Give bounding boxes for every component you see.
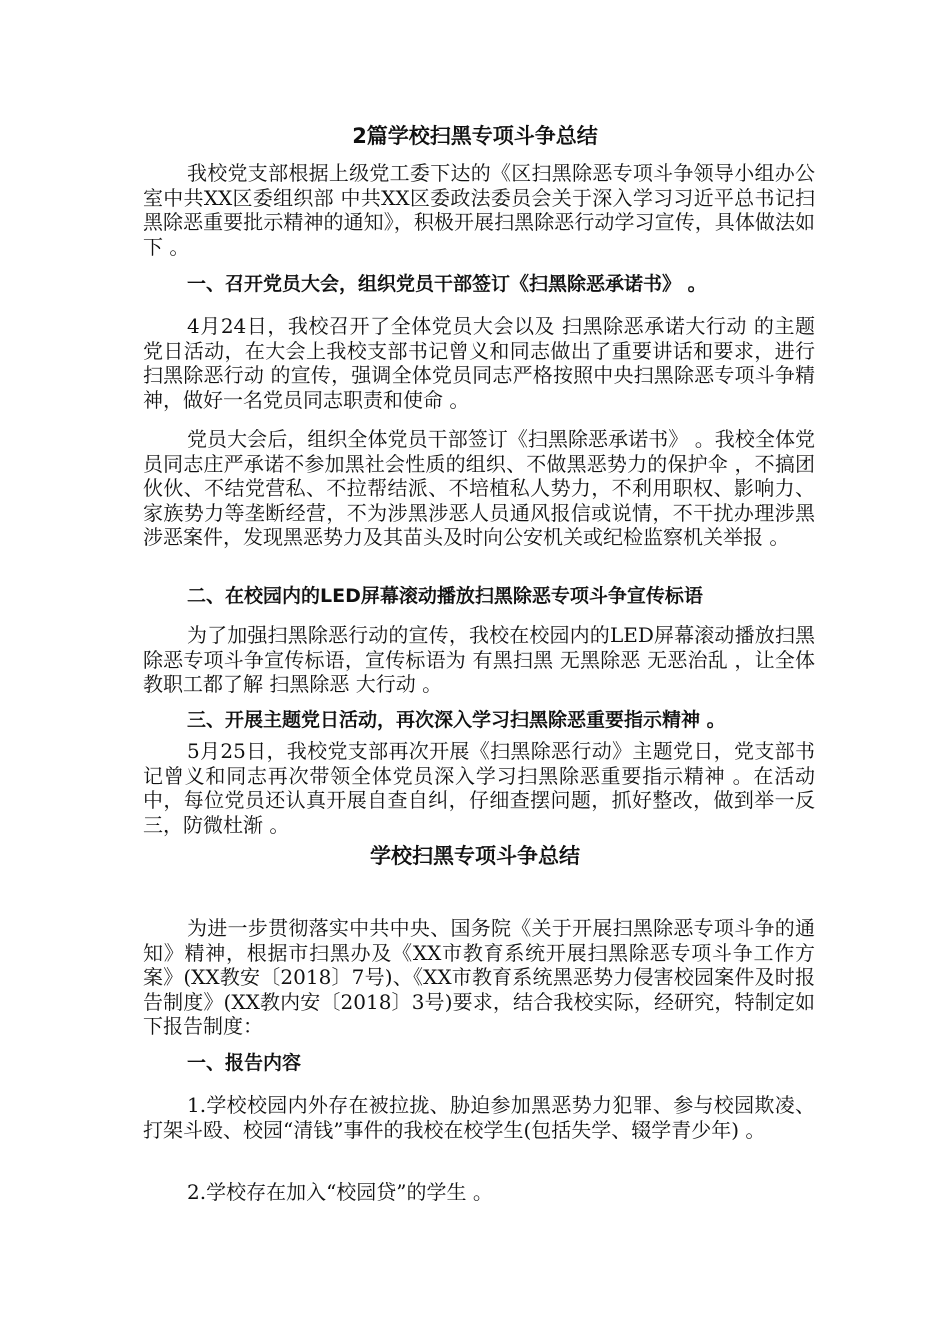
section-1-paragraph-1: 4月24日，我校召开了全体党员大会以及 扫黑除恶承诺大行动 的主题党日活动，在大会上我校支部书记曾义和同志做出了重要讲话和要求，进行 扫黑除恶行动 的宣传，强调全体党员同志严格按照中央扫黑除恶专项斗争精神，做好一名党员同志职责和使命 。 xyxy=(143,314,815,412)
section-heading-1: 一、召开党员大会，组织党员干部签订《扫黑除恶承诺书》 。 xyxy=(187,273,707,295)
document-title: 2篇学校扫黑专项斗争总结 xyxy=(352,124,598,148)
second-intro-paragraph: 为进一步贯彻落实中共中央、国务院《关于开展扫黑除恶专项斗争的通知》精神，根据市扫黑办及《XX市教育系统开展扫黑除恶专项斗争工作方案》(XX教安〔2018〕7号)、《XX市教育系统黑恶势力侵害校园案件及时报告制度》(XX教内安〔2018〕3号)要求，结合我校实际，经研究，特制定如下报告制度： xyxy=(143,916,815,1038)
report-item-1: 1.学校校园内外存在被拉拢、胁迫参加黑恶势力犯罪、参与校园欺凌、打架斗殴、校园“清钱”事件的我校在校学生(包括失学、辍学青少年) 。 xyxy=(143,1093,815,1142)
section-heading-2: 二、在校园内的LED屏幕滚动播放扫黑除恶专项斗争宣传标语 xyxy=(187,585,703,607)
section-3-paragraph: 5月25日，我校党支部再次开展《扫黑除恶行动》主题党日，党支部书记曾义和同志再次带领全体党员深入学习扫黑除恶重要指示精神 。在活动中，每位党员还认真开展自查自纠，仔细查摆问题，抓好整改，做到举一反三，防微杜渐 。 xyxy=(143,739,815,837)
section-heading-3: 三、开展主题党日活动，再次深入学习扫黑除恶重要指示精神 。 xyxy=(187,709,726,731)
section-1-paragraph-2: 党员大会后，组织全体党员干部签订《扫黑除恶承诺书》 。我校全体党员同志庄严承诺不参加黑社会性质的组织、不做黑恶势力的保护伞 ，不搞团伙伙、不结党营私、不拉帮结派、不培植私人势力，不利用职权、影响力、家族势力等垄断经营，不为涉黑涉恶人员通风报信或说情，不干扰办理涉黑涉恶案件，发现黑恶势力及其苗头及时向公安机关或纪检监察机关举报 。 xyxy=(143,427,815,549)
intro-paragraph: 我校党支部根据上级党工委下达的《区扫黑除恶专项斗争领导小组办公室中共XX区委组织部 中共XX区委政法委员会关于深入学习习近平总书记扫黑除恶重要批示精神的通知》，积极开展扫黑除恶行动学习宣传，具体做法如下 。 xyxy=(143,161,815,259)
section-2-paragraph: 为了加强扫黑除恶行动的宣传，我校在校园内的LED屏幕滚动播放扫黑除恶专项斗争宣传标语，宣传标语为 有黑扫黑 无黑除恶 无恶治乱 ，让全体教职工都了解 扫黑除恶 大行动 。 xyxy=(143,623,815,696)
report-item-2: 2.学校存在加入“校园贷”的学生 。 xyxy=(187,1180,493,1204)
second-document-title: 学校扫黑专项斗争总结 xyxy=(370,844,580,868)
report-content-heading: 一、报告内容 xyxy=(187,1052,302,1074)
